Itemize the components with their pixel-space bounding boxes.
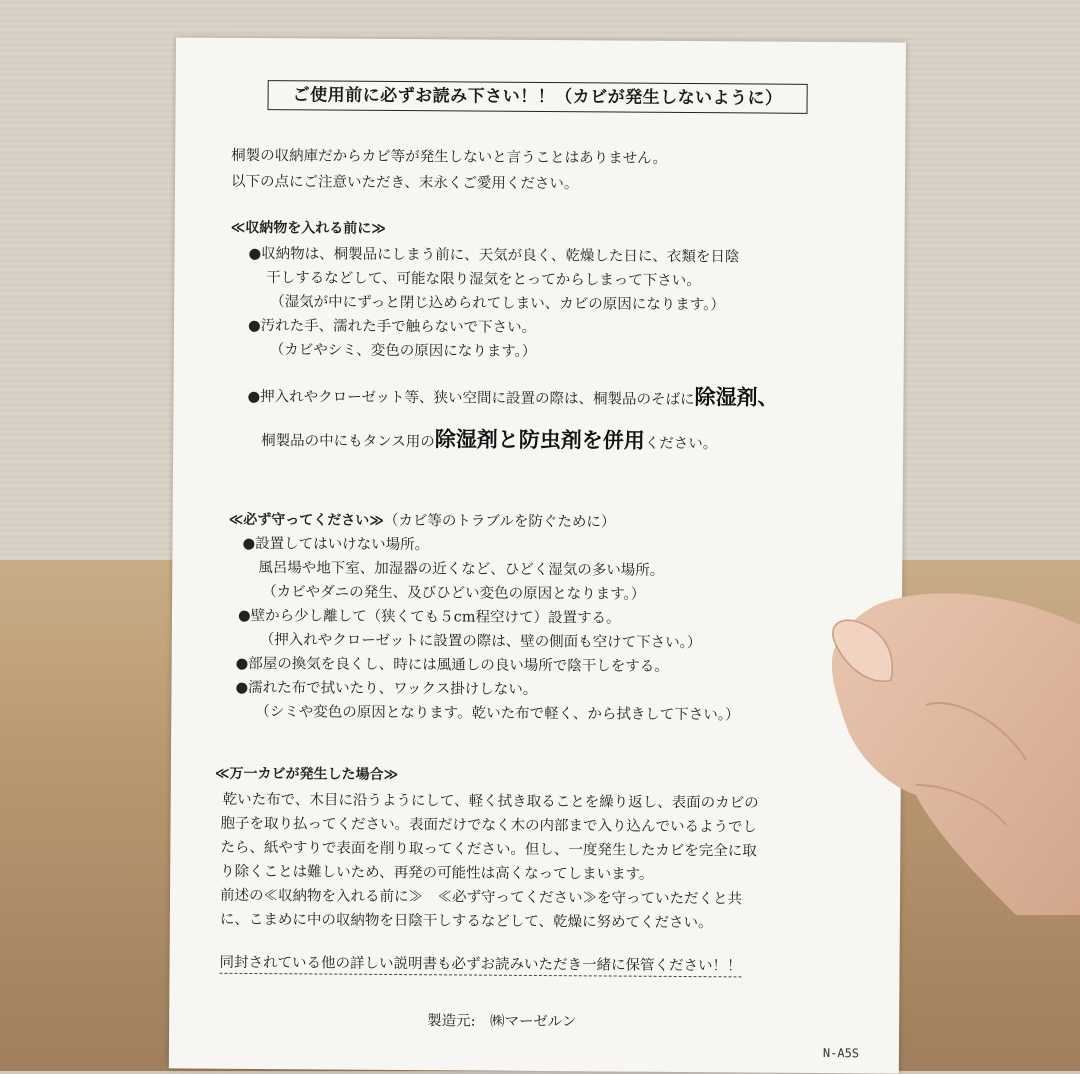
section3-line-2: 胞子を取り払ってください。表面だけでなく木の内部まで入り込んでいるようでし [220, 815, 758, 836]
section2-line-8: （シミや変色の原因となります。乾いた布で軽く、から拭きして下さい。） [255, 704, 740, 724]
intro-line-1: 桐製の収納庫だからカビ等が発生しないと言うことはありません。 [231, 147, 668, 167]
hand-holding-sheet [816, 585, 1080, 915]
section-if-mold-heading: ≪万一カビが発生した場合≫ [214, 765, 399, 784]
manufacturer: 製造元: ㈱マーゼルン [427, 1013, 577, 1031]
document-title: ご使用前に必ずお読み下さい！！（カビが発生しないように） [268, 80, 808, 114]
section1-line-1: ●収納物は、桐製品にしまう前に、天気が良く、乾燥した日に、衣類を日陰 [248, 245, 740, 266]
section3-line-6: に、こまめに中の収納物を日陰干しするなどして、乾燥に努めてください。 [219, 911, 713, 932]
combine-tail: ください。 [644, 435, 718, 453]
desiccant-comma: 、 [757, 385, 779, 410]
section3-line-1: 乾いた布で、木目に沿うようにして、軽く拭き取ることを繰り返し、表面のカビの [222, 791, 759, 812]
desiccant-emphasis: 除湿剤 [694, 385, 758, 410]
section3-line-4: り除くことは難しいため、再発の可能性は高くなってしまいます。 [220, 863, 654, 883]
combine-emphasis: 除湿剤と防虫剤を併用 [434, 427, 645, 453]
section-before-storage-heading: ≪収納物を入れる前に≫ [230, 219, 387, 237]
section1-combine-line [261, 428, 717, 454]
section1-line-3: （湿気が中にずっと閉じ込められてしまい、カビの原因になります。） [270, 294, 725, 314]
section2-line-2: 風呂場や地下室、加湿器の近くなど、ひどく湿気の多い場所。 [258, 560, 665, 579]
section1-line-2: 干しするなどして、可能な限り湿気をとってからしまって下さい。 [266, 270, 701, 290]
section3-line-3: たら、紙やすりで表面を削り取ってください。但し、一度発生したカビを完全に取 [220, 839, 757, 860]
document-code: N-A5S [822, 1045, 860, 1061]
section-must-follow-heading-line [229, 510, 616, 533]
section-must-follow-heading: ≪必ず守ってください≫ [228, 511, 385, 529]
desiccant-text: ●押入れやクローゼット等、狭い空間に設置の際は、桐製品のそばに [247, 388, 695, 409]
instruction-sheet [169, 37, 906, 1073]
keep-manual-note: 同封されている他の詳しい説明書も必ずお読みいただき一緒に保管ください！！ [219, 951, 741, 978]
section1-line-5: （カビやシミ、変色の原因になります。） [269, 342, 537, 360]
section2-line-3: （カビやダニの発生、及びひどい変色の原因となります。） [262, 584, 646, 603]
section2-line-6: ●部屋の換気を良くし、時には風通しの良い場所で陰干しをする。 [235, 655, 669, 675]
section1-desiccant-line [247, 384, 778, 411]
section2-line-1: ●設置してはいけない場所。 [242, 535, 430, 554]
combine-text: 桐製品の中にもタンス用の [261, 433, 435, 451]
section2-line-5: （押入れやクローゼットに設置の際は、壁の側面も空けて下さい。） [259, 632, 702, 652]
intro-line-2: 以下の点にご注意いただき、末永くご愛用ください。 [230, 173, 579, 193]
section2-line-7: ●濡れた布で拭いたり、ワックス掛けしない。 [235, 679, 538, 698]
section1-line-4: ●汚れた手、濡れた手で触らないで下さい。 [247, 317, 537, 336]
section3-line-5: 前述の≪収納物を入れる前に≫ ≪必ず守ってください≫を守っていただくと共 [219, 887, 743, 908]
section-must-follow-note: （カビ等のトラブルを防ぐために） [383, 512, 616, 531]
section2-line-4: ●壁から少し離して（狭くても５cm程空けて）設置する。 [237, 607, 621, 627]
